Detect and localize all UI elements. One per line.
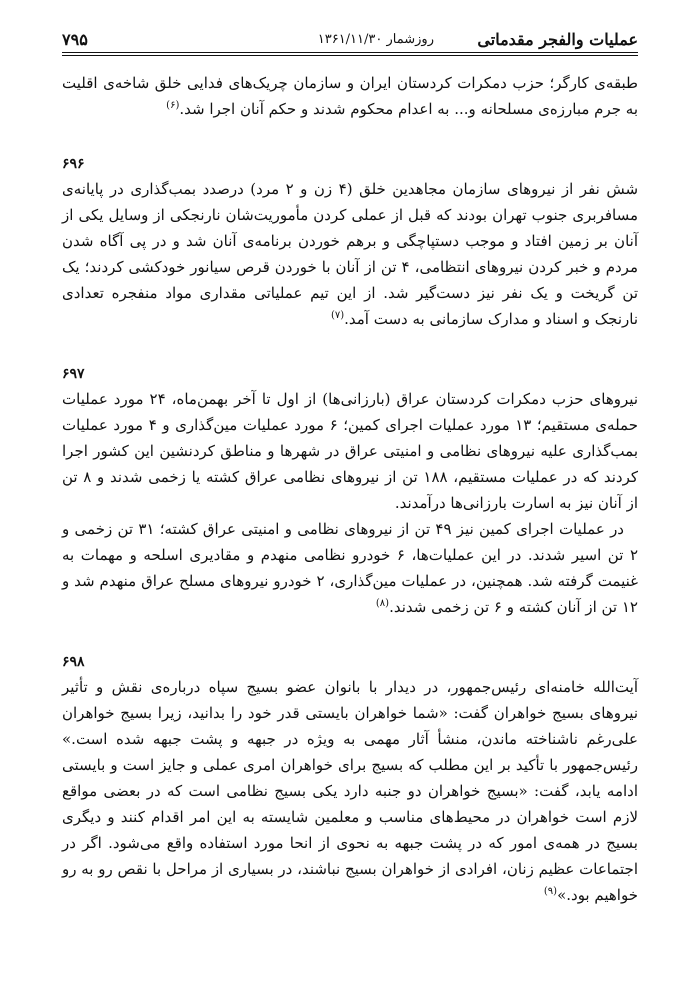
entry-number: ۶۹۶ xyxy=(62,156,85,172)
entry-paragraph xyxy=(62,386,638,516)
entry-paragraph xyxy=(62,674,638,908)
footnote-marker: (۸) xyxy=(375,598,390,609)
paragraph-text: آیت‌الله خامنه‌ای رئیس‌جمهور، در دیدار با بانوان عضو بسیج سپاه درباره‌ی نقش و تأثیر نیروهای بسیج خواهران گفت: «شما خواهران بایستی قدر خود را بدانید، زیرا بسیج خواهران علی‌رغم ناشناخته ماندن، منشأ آثار مهمی به ویژه در جبهه و پشت جبهه شده است.» رئیس‌جمهور با تأکید بر این مطلب که بسیج برای خواهران امری عملی و جایز است و بایستی ادامه یابد، گفت: «بسیج خواهران دو جنبه دارد یکی بسیج نظامی است که در بعضی مواقع لازم است خواهران در محیط‌های مناسب و معلمین شایسته به این امر اقدام کنند و دیگری بسیج در همه‌ی امور که در پشت جبهه به نحوی از انحا مورد استفاده واقع می‌شود. اگر در اجتماعات عظیم زنان، افرادی از خواهران بسیج نباشند، در بسیاری از مراحل با نقص رو به رو خواهیم بود.» xyxy=(62,678,638,904)
header-rule-secondary xyxy=(62,55,638,56)
footnote-marker: (۶) xyxy=(166,100,180,111)
paragraph-text: نیروهای حزب دمکرات کردستان عراق (بارزانی‌ها) از اول تا آخر بهمن‌ماه، ۲۴ مورد عملیات حمله‌ی مستقیم؛ ۱۳ مورد عملیات اجرای کمین؛ ۶ مورد عملیات مین‌گذاری و ۴ مورد عملیات بمب‌گذاری علیه نیروهای نظامی و امنیتی عراق در شهرها و مناطق کردنشین این کشور اجرا کردند که در عملیات مستقیم، ۱۸۸ تن از نیروهای نظامی عراق کشته یا زخمی شدند و ۸ تن از آنان نیز به اسارت بارزانی‌ها درآمدند. xyxy=(62,390,638,512)
page-content xyxy=(62,70,638,908)
intro-paragraph xyxy=(62,70,638,122)
paragraph-text: شش نفر از نیروهای سازمان مجاهدین خلق (۴ زن و ۲ مرد) درصدد بمب‌گذاری در پایانه‌ی مسافربری جنوب تهران بودند که قبل از عملی کردن مأموریت‌شان نارنجکی از وسایل یکی از آنان بر زمین افتاد و موجب دستپاچگی و برهم خوردن برنامه‌ی آنان شد و در پی آگاه شدن مردم و خبر کردن نیروهای انتظامی، ۴ تن از آنان با خوردن قرص سیانور خودکشی کردند؛ یک تن گریخت و یک نفر نیز دست‌گیر شد. از این تیم عملیاتی مقداری مواد منفجره تعدادی نارنجک و اسناد و مدارک سازمانی به دست آمد. xyxy=(62,180,639,328)
paragraph-text: در عملیات اجرای کمین نیز ۴۹ تن از نیروهای نظامی و امنیتی عراق کشته؛ ۳۱ تن زخمی و ۲ تن اسیر شدند. در این عملیات‌ها، ۶ خودرو نظامی منهدم و مقادیری اسلحه و مهمات به غنیمت گرفته شد. همچنین، در عملیات مین‌گذاری، ۲ خودرو نیروهای مسلح عراق منهدم شد و ۱۲ تن از آنان کشته و ۶ تن زخمی شدند. xyxy=(62,520,638,616)
entry-paragraph xyxy=(62,176,638,332)
entry-paragraph xyxy=(62,516,638,620)
page-number: ۷۹۵ xyxy=(62,30,88,49)
running-title: عملیات والفجر مقدماتی xyxy=(477,30,638,49)
footnote-marker: (۷) xyxy=(330,310,345,321)
running-date: روزشمار ۱۳۶۱/۱۱/۳۰ xyxy=(314,32,438,47)
page-header xyxy=(62,30,638,60)
paragraph-text: طبقه‌ی کارگر؛ حزب دمکرات کردستان ایران و سازمان چریک‌های فدایی خلق شاخه‌ی اقلیت به جرم مبارزه‌ی مسلحانه و... به اعدام محکوم شدند و حکم آنان اجرا شد. xyxy=(62,74,638,118)
header-rule xyxy=(62,52,638,53)
entry-number: ۶۹۸ xyxy=(62,654,85,670)
footnote-marker: (۹) xyxy=(543,886,558,897)
entry-number: ۶۹۷ xyxy=(62,366,85,382)
